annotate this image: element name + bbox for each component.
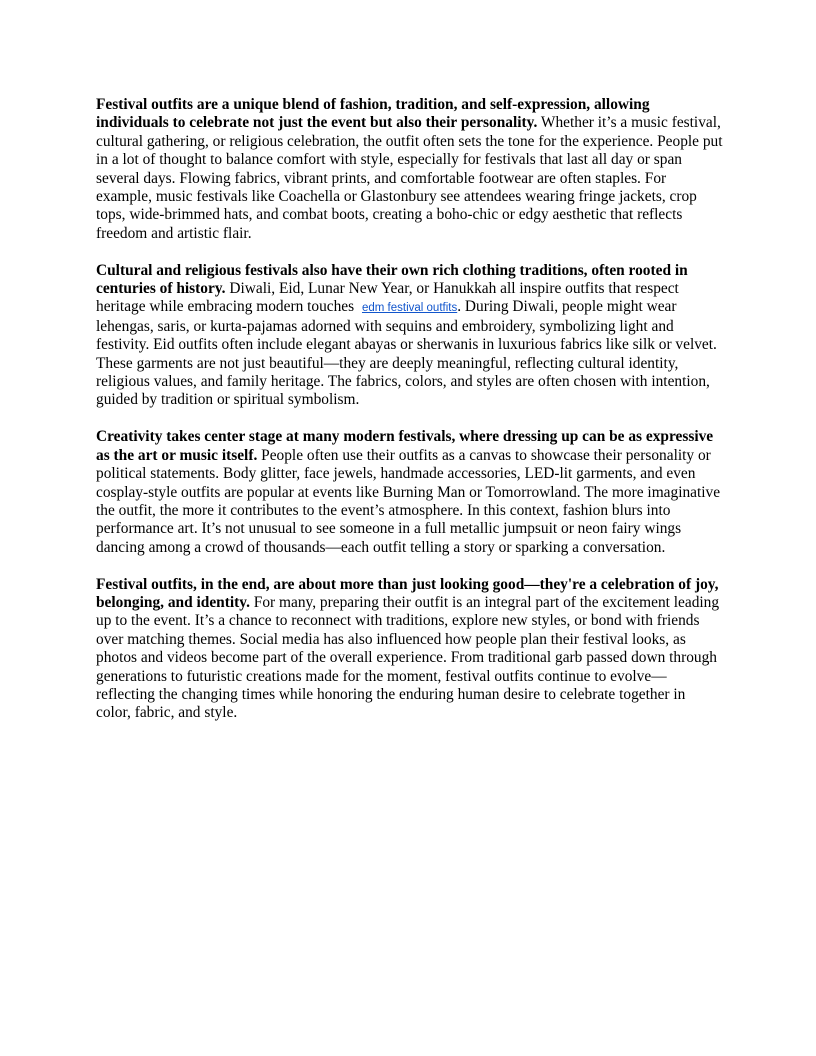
- paragraph-body: Diwali, Eid, Lunar New Year, or Hanukkah all inspire outfits that respect heritage while embracing modern touches: [96, 280, 679, 316]
- paragraph-body: People often use their outfits as a canvas to showcase their personality or political statements. Body glitter, face jewels, handmade accessories, LED-lit garments, and even cosplay-style outfits are popular at events like Burning Man or Tomorrowland. The more imaginative the outfit, the more it contributes to the event’s atmosphere. In this context, fashion blurs into performance art. It’s not unusual to see someone in a full metallic jumpsuit or neon fairy wings dancing among a crowd of thousands—each outfit telling a story or sparking a conversation.: [96, 446, 721, 556]
- paragraph-lead: Festival outfits, in the end, are about more than just looking good—they're a celebration of joy, belonging, and identity.: [96, 575, 719, 611]
- paragraph-body: For many, preparing their outfit is an integral part of the excitement leading up to the event. It’s a chance to reconnect with traditions, explore new styles, or bond with friends over matching themes. Social media has also influenced how people plan their festival looks, as photos and videos become part of the overall experience. From traditional garb passed down through generations to futuristic creations made for the moment, festival outfits continue to evolve—reflecting the changing times while honoring the enduring human desire to celebrate together in color, fabric, and style.: [96, 593, 720, 722]
- paragraph-lead: Festival outfits are a unique blend of fashion, tradition, and self-expression, allowing individuals to celebrate not just the event but also their personality.: [96, 96, 650, 132]
- paragraph-conclusion: [96, 576, 724, 723]
- paragraph-lead: Cultural and religious festivals also have their own rich clothing traditions, often rooted in centuries of history.: [96, 261, 688, 298]
- paragraph-body-continued: . During Diwali, people might wear lehengas, saris, or kurta-pajamas adorned with sequins and embroidery, symbolizing light and festivity. Eid outfits often include elegant abayas or sherwanis in luxurious fabrics like silk or velvet. These garments are not just beautiful—they are deeply meaningful, reflecting cultural identity, religious values, and family heritage. The fabrics, colors, and styles are often chosen with intention, guided by tradition or spiritual symbolism.: [96, 298, 717, 409]
- paragraph-music-festivals: [96, 96, 724, 243]
- paragraph-cultural-festivals: [96, 262, 724, 410]
- paragraph-creativity: [96, 428, 724, 557]
- edm-festival-outfits-link[interactable]: edm festival outfits: [361, 302, 458, 315]
- paragraph-lead: Creativity takes center stage at many modern festivals, where dressing up can be as expressive as the art or music itself.: [96, 428, 714, 464]
- paragraph-body: Whether it’s a music festival, cultural gathering, or religious celebration, the outfit often sets the tone for the experience. People put in a lot of thought to balance comfort with style, especially for festivals that last all day or span several days. Flowing fabrics, vibrant prints, and comfortable footwear are often staples. For example, music festivals like Coachella or Glastonbury see attendees wearing fringe jackets, crop tops, wide-brimmed hats, and combat boots, creating a boho-chic or edgy aesthetic that reflects freedom and artistic flair.: [96, 114, 723, 242]
- document-page: [96, 96, 724, 741]
